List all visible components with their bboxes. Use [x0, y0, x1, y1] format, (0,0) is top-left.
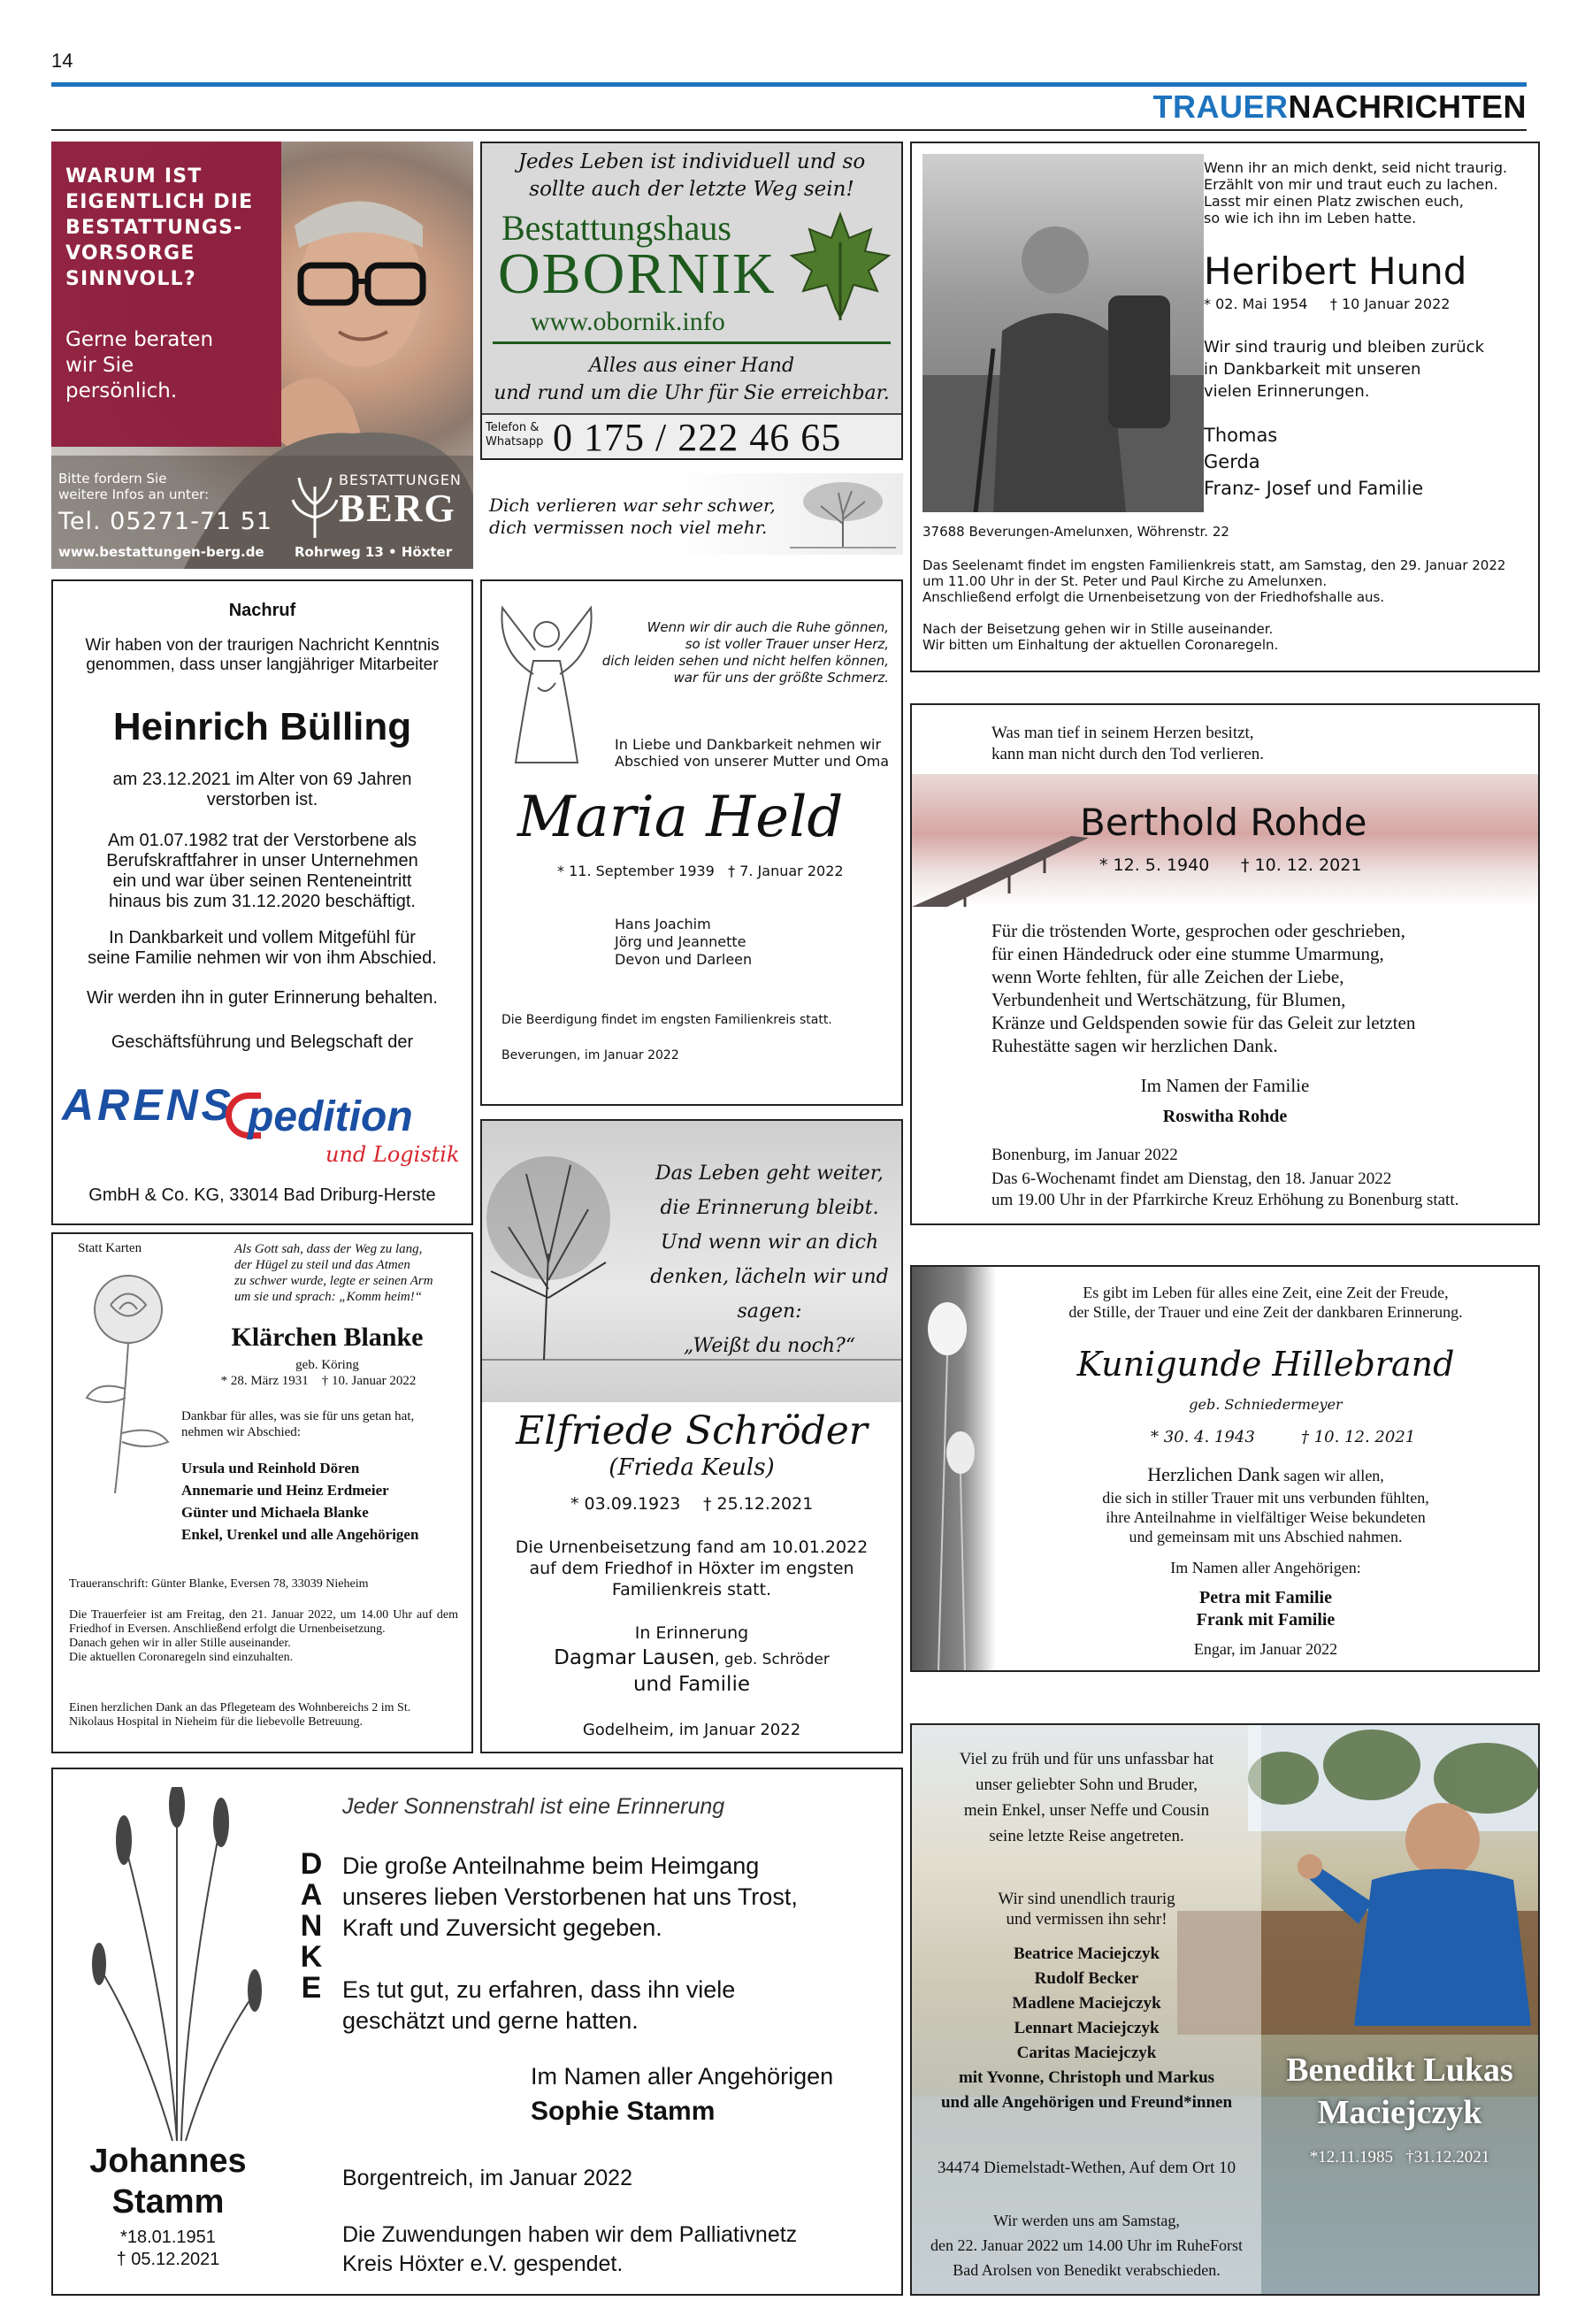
rohde-place: Bonenburg, im Januar 2022 — [991, 1146, 1178, 1164]
blanke-dates: * 28. März 1931 † 10. Januar 2022 — [220, 1374, 417, 1388]
tree-icon — [288, 469, 341, 540]
hillebrand-quote: Es gibt im Leben für alles eine Zeit, eine Zeit der Freude, der Stille, der Trauer und eine Zeit der dankbaren Erinnerung. — [1068, 1284, 1463, 1321]
stamm-name: Johannes Stamm — [89, 2143, 247, 2220]
arens-logo: ARENS pedition und Logistik — [62, 1080, 460, 1167]
rohde-quote: Was man tief in seinem Herzen besitzt, kann man nicht durch den Tod verlieren. — [991, 724, 1265, 763]
header-divider — [51, 129, 1527, 131]
maciejczyk-text: Wir sind unendlich traurig und vermissen ihn sehr! — [998, 1890, 1175, 1929]
held-place: Beverungen, im Januar 2022 — [501, 1048, 679, 1062]
berg-headline: WARUM IST EIGENTLICH DIE BESTATTUNGS- VORSORGE SINNVOLL? — [65, 165, 254, 290]
hillebrand-thanks-line: Herzlichen Dank sagen wir allen, — [1147, 1463, 1384, 1485]
rohde-died: † 10. 12. 2021 — [1241, 855, 1362, 875]
rohde-family-intro: Im Namen der Familie — [1140, 1075, 1310, 1096]
berg-phone[interactable]: Tel. 05271-71 51 — [58, 508, 273, 535]
schroeder-family-c: und Familie — [632, 1673, 750, 1696]
rohde-born: * 12. 5. 1940 — [1099, 855, 1210, 875]
schroeder-note: Die Urnenbeisetzung fand am 10.01.2022 auf dem Friedhof in Höxter im engsten Familienkreis statt. — [515, 1538, 869, 1599]
hillebrand-place: Engar, im Januar 2022 — [1193, 1640, 1338, 1658]
buelling-career: Am 01.07.1982 trat der Verstorbene als Berufskraftfahrer in unser Unternehmen ein und war über seinen Renteneintritt hinaus bis zum 31.12.2020 beschäftigt. — [106, 831, 418, 911]
stamm-born: *18.01.1951 — [120, 2228, 216, 2247]
schroeder-memory: In Erinnerung — [634, 1623, 749, 1643]
buelling-title: Nachruf — [228, 601, 296, 620]
hillebrand-name: Kunigunde Hillebrand — [1076, 1345, 1455, 1384]
blanke-note1: Die Trauerfeier ist am Freitag, den 21. Januar 2022, um 14.00 Uhr auf dem Friedhof in Eversen. Anschließend erfolgt die Urnenbeisetzung. Danach gehen wir in aller Stille auseinander. Die aktuellen Coronaregeln sind einzuhalten. — [69, 1608, 458, 1664]
obornik-phone-label: Telefon & Whatsapp — [486, 421, 544, 449]
header-rule — [51, 82, 1527, 87]
danke-vertical: D A N K E — [300, 1847, 323, 2005]
buelling-died: am 23.12.2021 im Alter von 69 Jahren verstorben ist. — [112, 770, 412, 809]
obornik-slogan: Jedes Leben ist individuell und so sollte auch der letzte Weg sein! — [517, 150, 866, 201]
stamm-text1: Die große Anteilnahme beim Heimgang unseres lieben Verstorbenen hat uns Trost, Kraft und Zuversicht gegeben. — [342, 1852, 798, 1941]
schroeder-alias: (Frieda Keuls) — [609, 1454, 775, 1481]
buelling-name: Heinrich Bülling — [112, 705, 412, 748]
berg-subline: Gerne beraten wir Sie persönlich. — [65, 328, 214, 403]
stamm-text2: Es tut gut, zu erfahren, dass ihn viele geschätzt und gerne hatten. — [342, 1976, 736, 2034]
blanke-thanks: Dankbar für alles, was sie für uns getan hat, nehmen wir Abschied: — [181, 1409, 415, 1439]
berg-website[interactable]: www.bestattungen-berg.de — [58, 544, 264, 560]
stamm-quote: Jeder Sonnenstrahl ist eine Erinnerung — [342, 1794, 725, 1819]
schroeder-family: Dagmar Lausen, geb. Schröder — [554, 1646, 830, 1669]
buelling-memory: Wir werden ihn in guter Erinnerung behalten. — [87, 988, 438, 1008]
rohde-note: Das 6-Wochenamt findet am Dienstag, den 18. Januar 2022 um 19.00 Uhr in der Pfarrkirche Kreuz Erhöhung zu Bonenburg statt. — [991, 1170, 1459, 1209]
stamm-family: Sophie Stamm — [531, 2097, 716, 2126]
held-name: Maria Held — [517, 785, 844, 850]
blanke-statt: Statt Karten — [78, 1241, 142, 1255]
page-number: 14 — [51, 50, 73, 72]
hund-poem: Wenn ihr an mich denkt, seid nicht traurig. Erzählt von mir und traut euch zu lachen. Lasst mir einen Platz zwischen euch, so wie ich ihn im Leben hatte. — [1204, 159, 1508, 226]
hillebrand-family: Petra mit Familie Frank mit Familie — [1196, 1588, 1336, 1630]
maciejczyk-intro: Viel zu früh und für uns unfassbar hat unser geliebter Sohn und Bruder, mein Enkel, unser Neffe und Cousin seine letzte Reise angetreten. — [959, 1750, 1214, 1845]
berg-address: Rohrweg 13 • Höxter — [295, 544, 453, 560]
stamm-obituary — [51, 1768, 903, 2296]
maciejczyk-note: Wir werden uns am Samstag, den 22. Januar 2022 um 14.00 Uhr im RuheForst Bad Arolsen von Benedikt verabschieden. — [930, 2212, 1243, 2279]
berg-funeral-ad — [51, 142, 473, 569]
blanke-note2: Einen herzlichen Dank an das Pflegeteam des Wohnbereichs 2 im St. Nikolaus Hospital in Nieheim für die liebevolle Betreuung. — [69, 1701, 411, 1729]
stamm-place: Borgentreich, im Januar 2022 — [342, 2166, 632, 2190]
rohde-name: Berthold Rohde — [1080, 801, 1367, 844]
hillebrand-born: * 30. 4. 1943 — [1151, 1428, 1255, 1446]
obornik-name-top: Bestattungshaus — [501, 208, 731, 248]
maciejczyk-dates: *12.11.1985 †31.12.2021 — [1309, 2148, 1490, 2167]
wheat-icon — [88, 1787, 265, 2141]
hund-family: Thomas Gerda Franz- Josef und Familie — [1204, 425, 1424, 499]
stamm-family-intro: Im Namen aller Angehörigen — [531, 2063, 834, 2090]
maciejczyk-obituary — [910, 1723, 1540, 2296]
held-family: Hans Joachim Jörg und Jeannette Devon und Darleen — [615, 916, 753, 968]
blanke-address: Traueranschrift: Günter Blanke, Eversen 78, 33039 Nieheim — [69, 1577, 369, 1591]
buelling-company: GmbH & Co. KG, 33014 Bad Driburg-Herste — [88, 1185, 436, 1205]
held-poem: Wenn wir dir auch die Ruhe gönnen, so ist voller Trauer unser Herz, dich leiden sehen und nicht helfen können, war für uns der größte Schmerz. — [601, 619, 889, 686]
stamm-died: † 05.12.2021 — [116, 2250, 220, 2269]
angel-icon — [498, 599, 595, 767]
obornik-divider — [493, 341, 891, 344]
blanke-family: Ursula und Reinhold Dören Annemarie und Heinz Erdmeier Günter und Michaela Blanke Enkel, Urenkel und alle Angehörigen — [181, 1460, 419, 1543]
berg-brand-top: BESTATTUNGEN — [339, 472, 462, 488]
berg-brand-name: BERG — [339, 487, 456, 530]
rohde-family: Roswitha Rohde — [1162, 1107, 1288, 1126]
obornik-website[interactable]: www.obornik.info — [531, 307, 725, 336]
hillebrand-obituary — [910, 1265, 1540, 1672]
schroeder-name: Elfriede Schröder — [516, 1408, 868, 1453]
blanke-maiden: geb. Köring — [295, 1358, 359, 1372]
schroeder-died: † 25.12.2021 — [703, 1494, 814, 1514]
blanke-name: Klärchen Blanke — [231, 1323, 424, 1352]
stamm-note: Die Zuwendungen haben wir dem Palliativnetz Kreis Höxter e.V. gespendet. — [342, 2222, 798, 2276]
schroeder-born: * 03.09.1923 — [570, 1494, 681, 1514]
small-quote-text: Dich verlieren war sehr schwer, dich vermissen noch viel mehr. — [489, 495, 776, 538]
blanke-poem: Als Gott sah, dass der Weg zu lang, der Hügel zu steil und das Atmen zu schwer wurde, legte er seinen Arm um sie und sprach: „Komm heim!“ — [234, 1242, 433, 1304]
schroeder-poem: Das Leben geht weiter, die Erinnerung bleibt. Und wenn wir an dich denken, lächeln wir und sagen: „Weißt du noch?“ — [650, 1162, 889, 1357]
tree-silhouette-icon — [790, 475, 896, 550]
hillebrand-thanks: die sich in stiller Trauer mit uns verbunden fühlten, ihre Anteilnahme in vielfältiger Weise bekundeten und gemeinsam mit uns Abschied nahmen. — [1102, 1489, 1429, 1545]
rohde-thanks: Für die tröstenden Worte, gesprochen oder geschrieben, für einen Händedruck oder eine stumme Umarmung, wenn Worte fehlten, für alle Zeichen der Liebe, Verbundenheit und Wertschätzung, für Blumen, Kränze und Geldspenden sowie für das Geleit zur letzten Ruhestätte sagen wir herzlichen Dank. — [991, 920, 1416, 1056]
hillebrand-died: † 10. 12. 2021 — [1301, 1428, 1416, 1446]
rose-icon — [80, 1265, 177, 1495]
hund-text: Wir sind traurig und bleiben zurück in Dankbarkeit mit unseren vielen Erinnerungen. — [1204, 338, 1484, 401]
hillebrand-maiden: geb. Schniedermeyer — [1189, 1396, 1343, 1413]
held-obituary — [480, 579, 903, 1106]
obornik-funeral-ad — [480, 142, 903, 460]
buelling-farewell: In Dankbarkeit und vollem Mitgefühl für seine Familie nehmen wir von ihm Abschied. — [88, 928, 437, 968]
small-quote-ad — [480, 473, 903, 555]
blanke-obituary — [51, 1232, 473, 1753]
deceased-photo — [922, 154, 1204, 512]
held-intro: In Liebe und Dankbarkeit nehmen wir Abschied von unserer Mutter und Oma — [615, 736, 890, 770]
section-title: TRAUERNACHRICHTEN — [1152, 88, 1527, 125]
hillebrand-family-intro: Im Namen aller Angehörigen: — [1170, 1559, 1361, 1576]
buelling-obituary — [51, 579, 473, 1225]
buelling-intro: Wir haben von der traurigen Nachricht Kenntnis genommen, dass unser langjähriger Mitarbeiter — [85, 636, 440, 674]
held-note: Die Beerdigung findet im engsten Familienkreis statt. — [501, 1013, 832, 1027]
hund-address: 37688 Beverungen-Amelunxen, Wöhrenstr. 22 — [922, 524, 1229, 540]
buelling-signed: Geschäftsführung und Belegschaft der — [111, 1032, 414, 1052]
held-dates: * 11. September 1939 † 7. Januar 2022 — [557, 863, 844, 879]
hund-note2: Nach der Beisetzung gehen wir in Stille auseinander. Wir bitten um Einhaltung der aktuellen Coronaregeln. — [922, 621, 1279, 653]
berg-request: Bitte fordern Sie weitere Infos an unter: — [58, 471, 210, 502]
maple-leaf-icon — [787, 207, 893, 322]
rohde-obituary — [910, 703, 1540, 1225]
schroeder-obituary — [480, 1119, 903, 1753]
obornik-claim: Alles aus einer Hand und rund um die Uhr für Sie erreichbar. — [494, 355, 890, 404]
schroeder-place: Godelheim, im Januar 2022 — [582, 1721, 801, 1739]
maciejczyk-name: Benedikt Lukas Maciejczyk — [1286, 2052, 1513, 2131]
obornik-name: OBORNIK — [498, 242, 777, 306]
hund-dates: * 02. Mai 1954 † 10 Januar 2022 — [1204, 295, 1451, 312]
maciejczyk-address: 34474 Diemelstadt-Wethen, Auf dem Ort 10 — [937, 2159, 1236, 2177]
hund-name: Heribert Hund — [1204, 249, 1467, 293]
maciejczyk-family: Beatrice Maciejczyk Rudolf Becker Madlene Maciejczyk Lennart Maciejczyk Caritas Maciejczyk mit Yvonne, Christoph und Markus und alle Angehörigen und Freund*innen — [940, 1944, 1233, 2112]
hund-note1: Das Seelenamt findet im engsten Familienkreis statt, am Samstag, den 29. Januar 2022 um 11.00 Uhr in der St. Peter und Paul Kirche zu Amelunxen. Anschließend erfolgt die Urnenbeisetzung von der Friedhofshalle aus. — [922, 557, 1506, 605]
obornik-phone[interactable]: 0 175 / 222 46 65 — [553, 416, 842, 459]
flower-photo — [912, 1267, 996, 1670]
hund-obituary — [910, 142, 1540, 672]
